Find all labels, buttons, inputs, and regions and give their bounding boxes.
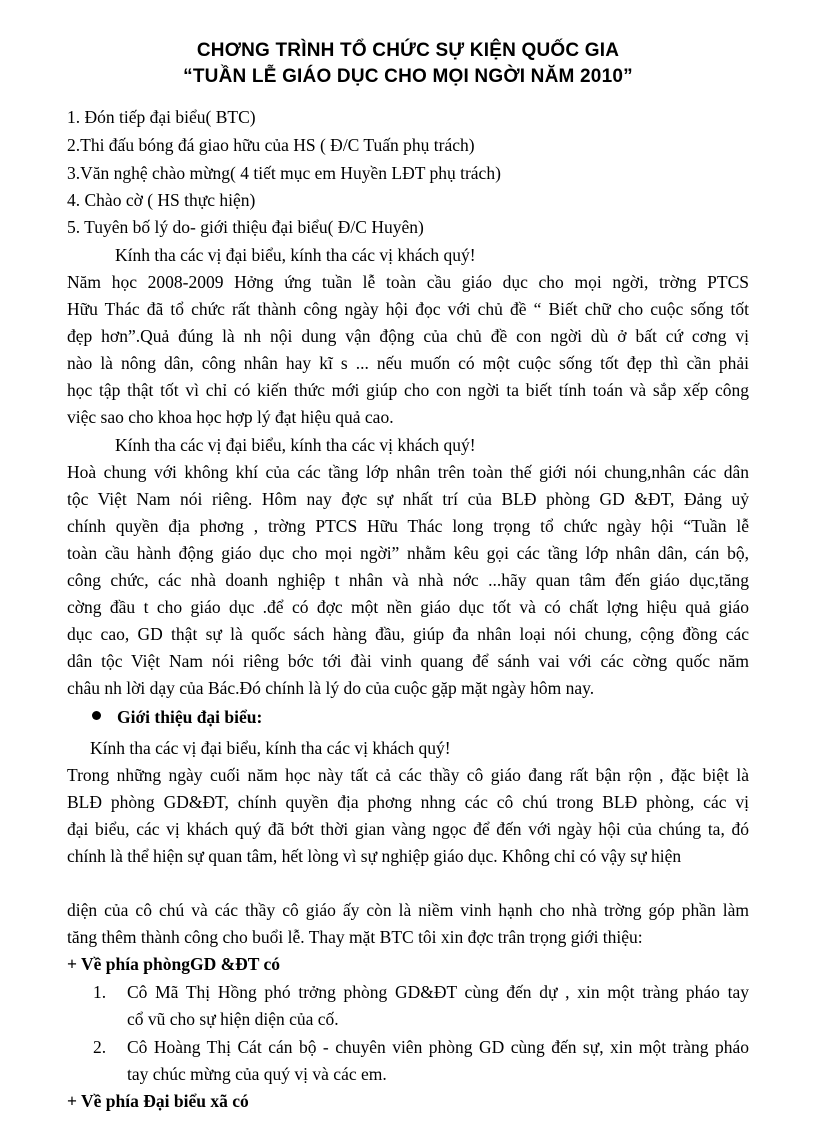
list-item-line: Cô Hoàng Thị Cát cán bộ - chuyên viên phòng GD cùng đến sự, xin một tràng pháo [127,1037,749,1057]
paragraph-line: toàn cầu hành động giáo dục cho mọi ngời” nhằm kêu gọi các tầng lớp nhân dân, cán bộ, [67,543,749,563]
paragraph-line: tộc Việt Nam nói riêng. Hôm nay đợc sự nhất trí của BLĐ phòng GD &ĐT, Đảng uỷ [67,489,749,509]
paragraph-line: diện của cô chú và các thầy cô giáo ấy còn là niềm vinh hạnh cho nhà trờng góp phần làm [67,900,749,920]
paragraph-line: Hoà chung với không khí của các tầng lớp nhân trên toàn thế giới nói chung,nhân các dân [67,462,749,482]
agenda-item: 5. Tuyên bố lý do- giới thiệu đại biểu( Đ/C Huyên) [67,217,424,237]
group-heading: + Về phía Đại biểu xã có [67,1091,249,1111]
paragraph-line: Năm học 2008-2009 Hởng ứng tuần lễ toàn cầu giáo dục cho mọi ngời, trờng PTCS [67,272,749,292]
paragraph-line: tăng thêm thành công cho buổi lễ. Thay mặt BTC tôi xin đợc trân trọng giới thiệu: [67,927,643,947]
paragraph-line: chính quyền địa phơng , trờng PTCS Hữu Thác long trọng tổ chức ngày hội “Tuần lễ [67,516,749,536]
greeting: Kính tha các vị đại biểu, kính tha các vị khách quý! [115,435,476,455]
section-heading: Giới thiệu đại biểu: [117,707,263,727]
greeting: Kính tha các vị đại biểu, kính tha các vị khách quý! [115,245,476,265]
greeting: Kính tha các vị đại biểu, kính tha các vị khách quý! [90,738,451,758]
list-number: 1. [93,982,107,1002]
paragraph-line: cờng đầu t cho giáo dục .để có đợc một nền giáo dục tốt và có chất lợng hiệu quả giáo [67,597,749,617]
agenda-item: 3.Văn nghệ chào mừng( 4 tiết mục em Huyền LĐT phụ trách) [67,163,501,183]
list-item-line: Cô Mã Thị Hồng phó trởng phòng GD&ĐT cùng đến dự , xin một tràng pháo tay [127,982,749,1002]
group-heading: + Về phía phòngGD &ĐT có [67,954,281,974]
paragraph-line: châu nh lời dạy của Bác.Đó chính là lý do của cuộc gặp mặt ngày hôm nay. [67,678,595,698]
title-line-1: CHƠNG TRÌNH TỔ CHỨC SỰ KIỆN QUỐC GIA [196,40,620,61]
paragraph-line: dân tộc Việt Nam nói riêng bớc tới đài vinh quang để sánh vai với các cờng quốc năm [67,651,749,671]
agenda-item: 1. Đón tiếp đại biểu( BTC) [67,107,256,127]
paragraph-line: nào là nông dân, công nhân hay kĩ s ... nếu muốn có một cuộc sống tốt đẹp thì cần phải [67,353,749,373]
agenda-item: 4. Chào cờ ( HS thực hiện) [67,190,256,210]
paragraph-line: công chức, các nhà doanh nghiệp t nhân và nhà nớc ...hãy quan tâm đến giáo dục,tăng [67,570,749,590]
paragraph-line: BLĐ phòng GD&ĐT, chính quyền địa phơng nhng các cô chú trong BLĐ phòng, các vị [67,792,749,812]
paragraph-line: việc sao cho khoa học hợp lý đạt hiệu quả cao. [67,407,394,427]
list-number: 2. [93,1037,107,1057]
paragraph-line: đại biểu, các vị khách quý đã bớt thời gian vàng ngọc để đến với ngày hội của chúng ta, đó [67,819,749,839]
paragraph-line: học tập thật tốt vì chỉ có kiến thức mới giúp cho con ngời ta biết tính toán và sắp xếp công [67,380,749,400]
paragraph-line: dục cao, GD thật sự là quốc sách hàng đầu, giúp đa nhân loại nói chung, cộng đồng các [67,624,749,644]
agenda-item: 2.Thi đấu bóng đá giao hữu của HS ( Đ/C Tuấn phụ trách) [67,135,475,155]
list-item-line: tay chúc mừng của quý vị và các em. [127,1064,387,1084]
paragraph-line: Trong những ngày cuối năm học này tất cả các thầy cô giáo đang rất bận rộn , đặc biệt là [67,765,749,785]
title-line-2: “TUẦN LỄ GIÁO DỤC CHO MỌI NGỜI NĂM 2010” [183,66,633,87]
paragraph-line: Hữu Thác đã tổ chức rất thành công ngày hội đọc với chủ đề “ Biết chữ cho cuộc sống tốt [67,299,749,319]
list-item-line: cổ vũ cho sự hiện diện của cố. [127,1009,339,1029]
paragraph-line: chính là thể hiện sự quan tâm, hết lòng vì sự nghiệp giáo dục. Không chỉ có vậy sự hiện [67,846,682,866]
bullet-icon [92,711,101,720]
paragraph-line: đẹp hơn”.Quả đúng là nh nội dung vận động của chủ đề con ngời dù ở bất cứ cơng vị [67,326,749,346]
